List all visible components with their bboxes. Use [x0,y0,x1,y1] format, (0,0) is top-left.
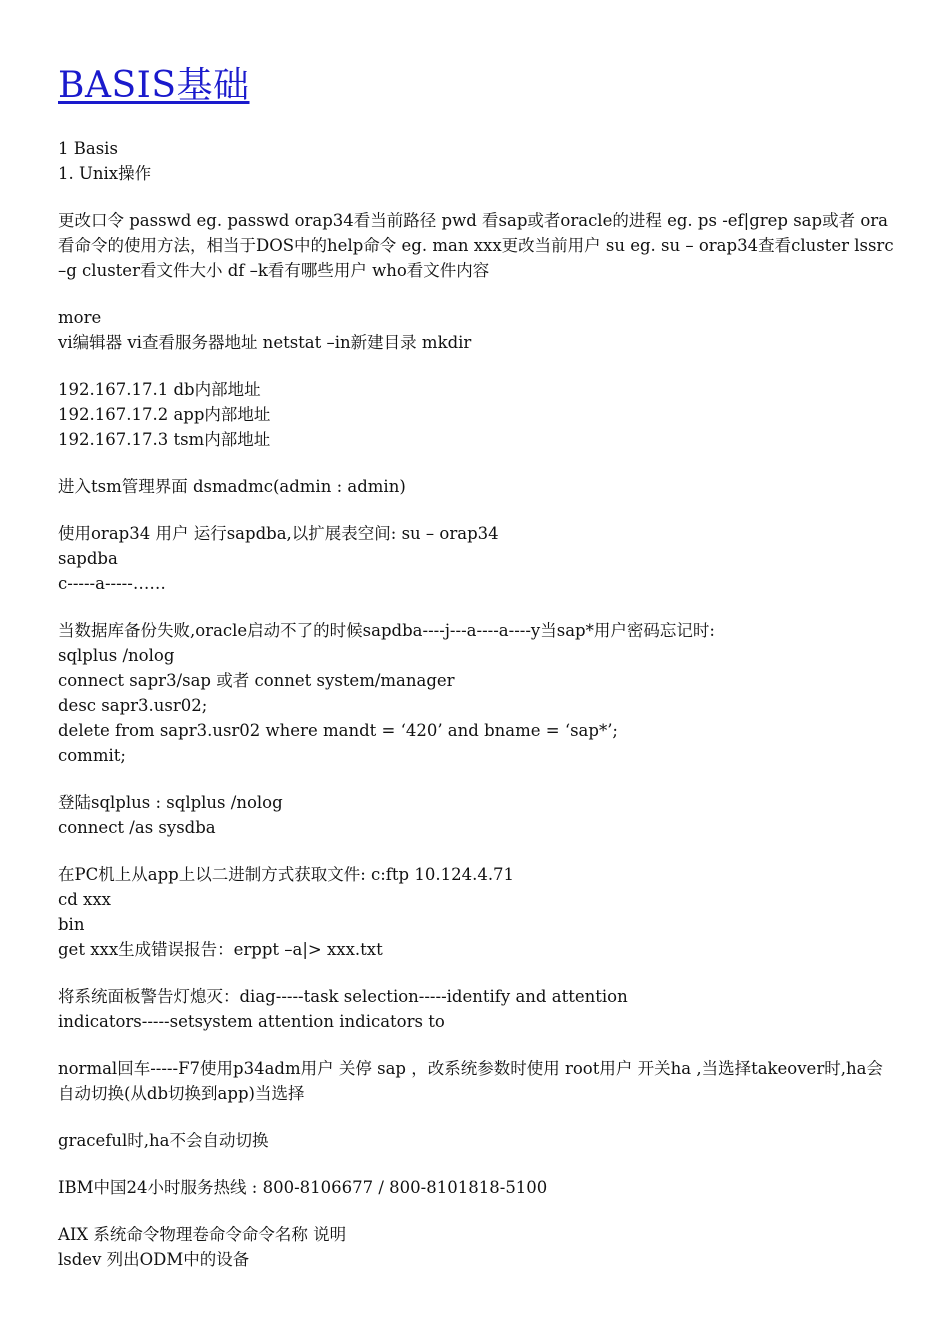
paragraph [58,305,898,355]
text-line: 当数据库备份失败,oracle启动不了的时候sapdba----j---a----a----y当sap*用户密码忘记时: [58,621,715,640]
text-line: 使用orap34 用户 运行sapdba,以扩展表空间: su – orap34 [58,524,499,543]
text-line: more [58,308,102,327]
paragraph [58,984,898,1034]
text-line: 1. Unix操作 [58,164,152,183]
text-line: 在PC机上从app上以二进制方式获取文件: c:ftp 10.124.4.71 [58,865,515,884]
text-line: 192.167.17.3 tsm内部地址 [58,430,271,449]
text-line: c-----a-----…… [58,574,166,593]
text-line: bin [58,915,85,934]
document-page [58,62,898,1294]
text-line: delete from sapr3.usr02 where mandt = ‘420’ and bname = ‘sap*’; [58,721,618,740]
text-line: 进入tsm管理界面 dsmadmc(admin : admin) [58,477,406,496]
paragraph [58,474,898,499]
text-line: commit; [58,746,126,765]
text-line: get xxx生成错误报告：erppt –a|> xxx.txt [58,940,383,959]
text-line: cd xxx [58,890,111,909]
text-line: connect sapr3/sap 或者 connet system/manager [58,671,455,690]
paragraph [58,862,898,962]
text-line: graceful时,ha不会自动切换 [58,1131,269,1150]
text-line: normal回车-----F7使用p34adm用户 关停 sap ，改系统参数时使用 root用户 开关ha ,当选择takeover时,ha会自动切换(从db切换到app)当选择 [58,1059,883,1103]
text-line: 192.167.17.1 db内部地址 [58,380,261,399]
text-line: sqlplus /nolog [58,646,175,665]
text-line: AIX 系统命令物理卷命令命令名称 说明 [58,1225,347,1244]
paragraph [58,1056,898,1106]
text-line: 登陆sqlplus : sqlplus /nolog [58,793,283,812]
document-body [58,136,898,1272]
paragraph [58,1222,898,1272]
text-line: vi编辑器 vi查看服务器地址 netstat –in新建目录 mkdir [58,333,472,352]
paragraph [58,1175,898,1200]
text-line: 1 Basis [58,139,118,158]
paragraph [58,618,898,768]
paragraph [58,1128,898,1153]
text-line: lsdev 列出ODM中的设备 [58,1250,250,1269]
text-line: connect /as sysdba [58,818,216,837]
text-line: 更改口令 passwd eg. passwd orap34看当前路径 pwd 看sap或者oracle的进程 eg. ps -ef|grep sap或者 ora看命令的使用方法，相当于DOS中的help命令 eg. man xxx更改当前用户 su eg. su – orap34查看cluster lssrc –g cluster看文件大小 df –k看有哪些用户 who看文件内容 [58,211,899,280]
text-line: 将系统面板警告灯熄灭：diag-----task selection-----identify and attention [58,987,628,1006]
document-title[interactable]: BASIS基础 [58,65,250,106]
text-line: sapdba [58,549,118,568]
paragraph [58,790,898,840]
paragraph [58,136,898,186]
text-line: IBM中国24小时服务热线 : 800-8106677 / 800-8101818-5100 [58,1178,548,1197]
paragraph [58,208,898,283]
text-line: 192.167.17.2 app内部地址 [58,405,271,424]
text-line: desc sapr3.usr02; [58,696,208,715]
paragraph [58,377,898,452]
paragraph [58,521,898,596]
text-line: indicators-----setsystem attention indicators to [58,1012,445,1031]
